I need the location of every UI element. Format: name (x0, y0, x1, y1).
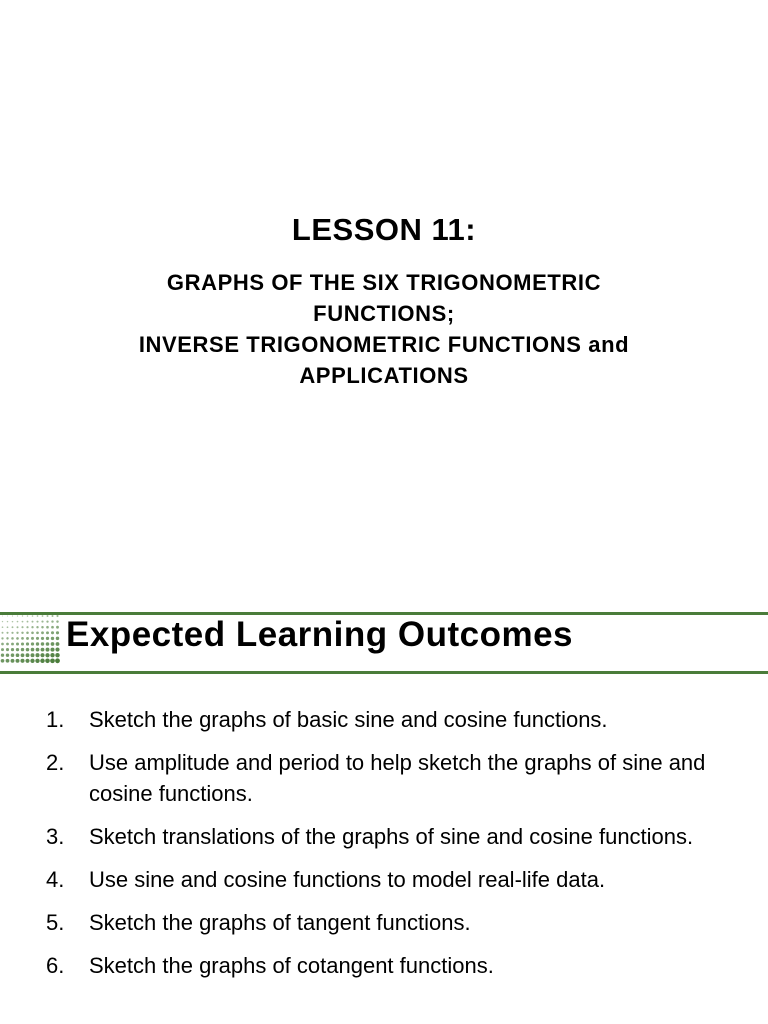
outcomes-heading: Expected Learning Outcomes (66, 615, 574, 654)
item-number: 4. (46, 867, 65, 892)
item-text: Sketch translations of the graphs of sine and cosine functions. (89, 824, 694, 849)
lesson-title: LESSON 11: (291, 212, 477, 247)
list-item (0, 907, 768, 938)
item-text: Use sine and cosine functions to model real-life data. (89, 867, 606, 892)
subtitle-line: GRAPHS OF THE SIX TRIGONOMETRIC (166, 270, 602, 295)
outcomes-slide (0, 608, 768, 1024)
dot-grid-decoration-icon (0, 612, 60, 664)
subtitle-line: FUNCTIONS; (313, 301, 455, 326)
list-item (0, 950, 768, 981)
list-item (0, 704, 768, 735)
item-number: 5. (46, 910, 65, 935)
list-item (0, 821, 768, 852)
list-item (0, 864, 768, 895)
item-text: Sketch the graphs of cotangent functions. (89, 953, 494, 978)
item-text: Sketch the graphs of tangent functions. (89, 910, 471, 935)
subtitle-line: APPLICATIONS (299, 363, 469, 388)
item-text: Sketch the graphs of basic sine and cosine functions. (89, 707, 608, 732)
item-number: 3. (46, 824, 65, 849)
list-item (0, 747, 768, 809)
item-number: 2. (46, 750, 65, 775)
item-number: 1. (46, 707, 65, 732)
item-text: Use amplitude and period to help sketch the graphs of sine and cosine functions. (89, 750, 706, 806)
outcomes-list (0, 704, 768, 993)
subtitle-line: INVERSE TRIGONOMETRIC FUNCTIONS and (138, 332, 630, 357)
item-number: 6. (46, 953, 65, 978)
lesson-subtitle (40, 267, 728, 391)
